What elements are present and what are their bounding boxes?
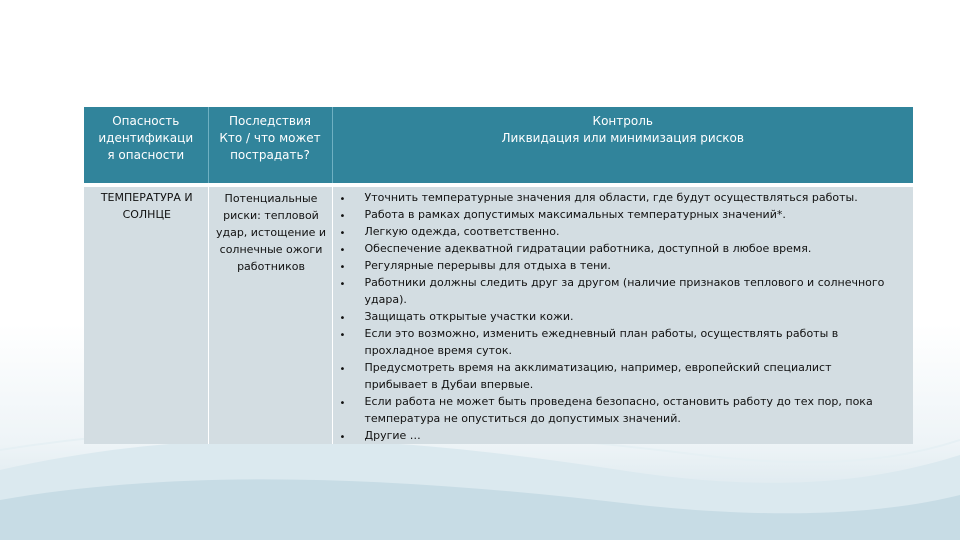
list-item: • Работники должны следить друг за другом (наличие признаков теплового и солнечного удара).: [333, 274, 894, 308]
hazard-cell: ТЕМПЕРАТУРА И СОЛНЦЕ: [84, 185, 208, 444]
header-row: [84, 107, 913, 185]
header-hazard-line: идентификаци: [98, 131, 194, 145]
header-hazard-line: я опасности: [107, 148, 185, 162]
header-control-line: Контроль: [592, 114, 653, 128]
header-hazard: [84, 107, 208, 185]
list-item: • Обеспечение адекватной гидратации работника, доступной в любое время.: [333, 240, 894, 257]
list-item: • Защищать открытые участки кожи.: [333, 308, 894, 325]
list-item: • Уточнить температурные значения для области, где будут осуществляться работы.: [333, 189, 894, 206]
header-control: [332, 107, 913, 185]
list-item: • Предусмотреть время на акклиматизацию, например, европейский специалист прибывает в Дубаи впервые.: [333, 359, 894, 393]
header-hazard-line: Опасность: [112, 114, 180, 128]
list-item: • Если это возможно, изменить ежедневный план работы, осуществлять работы в прохладное время суток.: [333, 325, 894, 359]
header-control-line: Ликвидация или минимизация рисков: [501, 131, 744, 145]
list-item: • Другие …: [333, 427, 894, 444]
table-row: [84, 185, 913, 444]
list-item: • Регулярные перерывы для отдыха в тени.: [333, 257, 894, 274]
header-effect-line: Последствия: [229, 114, 311, 128]
header-effect: [208, 107, 332, 185]
list-item: • Если работа не может быть проведена безопасно, остановить работу до тех пор, пока температура не опуститься до допустимых значений.: [333, 393, 894, 427]
header-effect-line: Кто / что может: [219, 131, 321, 145]
header-effect-line: пострадать?: [230, 148, 310, 162]
list-item: • Работа в рамках допустимых максимальных температурных значений*.: [333, 206, 894, 223]
effect-cell: Потенциальные риски: тепловой удар, истощение и солнечные ожоги работников: [208, 185, 332, 444]
control-measures-list: [333, 187, 894, 444]
risk-assessment-table: [84, 107, 913, 444]
list-item: • Легкую одежда, соответственно.: [333, 223, 894, 240]
risk-table-container: [84, 107, 913, 444]
control-cell: [332, 185, 913, 444]
